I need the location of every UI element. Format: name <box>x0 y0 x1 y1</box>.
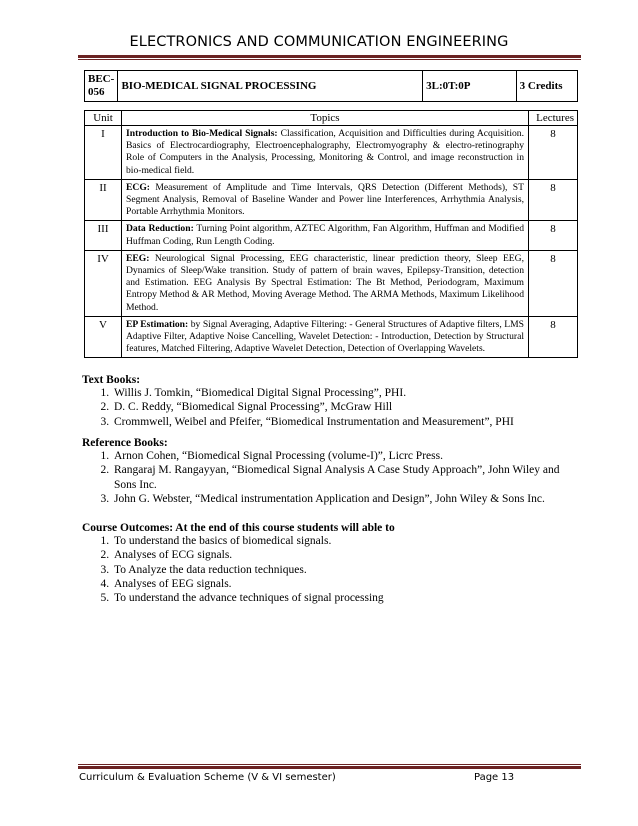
course-code-line2: 056 <box>88 86 105 98</box>
list-item: 1. Arnon Cohen, “Biomedical Signal Processing (volume-I)”, Licrc Press. <box>112 449 576 463</box>
unit-number: III <box>85 221 122 250</box>
reference-books-heading: Reference Books: <box>82 437 168 449</box>
list-item: 2. Rangaraj M. Rangayyan, “Biomedical Signal Analysis A Case Study Approach”, John Wiley and Sons Inc. <box>112 463 576 492</box>
list-item: 2. D. C. Reddy, “Biomedical Signal Processing”, McGraw Hill <box>112 400 576 414</box>
course-code <box>85 71 118 102</box>
topic-title: Data Reduction: <box>126 223 194 235</box>
lecture-count: 8 <box>529 250 578 316</box>
list-item: 3. John G. Webster, “Medical instrumentation Application and Design”, John Wiley & Sons Inc. <box>112 492 576 506</box>
footer-rule <box>78 766 581 769</box>
unit-number: IV <box>85 250 122 316</box>
topic-body: Measurement of Amplitude and Time Intervals, QRS Detection (Different Methods), ST Segment Analysis, Removal of Baseline Wander and Power line Interferences, Arrhythmia Analysis, Portable Arrhythmia Monitors. <box>126 181 524 218</box>
unit-number: V <box>85 316 122 358</box>
text-books-list <box>82 386 576 429</box>
list-item: 1. Willis J. Tomkin, “Biomedical Digital Signal Processing”, PHI. <box>112 386 576 400</box>
table-row <box>85 221 578 250</box>
topic-text <box>122 221 529 250</box>
table-row <box>85 316 578 358</box>
lectures-header: Lectures <box>529 111 578 126</box>
topic-body: Neurological Signal Processing, EEG characteristic, linear prediction theory, Sleep EEG, Dynamics of Sleep/Wake transition. Study of pattern of brain waves, Epilepsy-Transition, detection and Estimation. EEG Analysis By Spectral Estimation: The Bt Method, Periodogram, Maximum Entropy Method & AR Method, Moving Average Method. The ARMA Methods, Maximum Likelihood Method. <box>126 252 524 313</box>
table-row <box>85 126 578 180</box>
course-credits: 3 Credits <box>516 71 577 102</box>
course-outcomes-heading: Course Outcomes: At the end of this course students will able to <box>82 522 395 534</box>
text-books-heading: Text Books: <box>82 374 141 386</box>
topics-header: Topics <box>122 111 529 126</box>
reference-books-section <box>82 437 576 506</box>
course-outcomes-list <box>82 534 576 605</box>
list-item: 4. Analyses of EEG signals. <box>112 577 576 591</box>
course-info-table <box>84 70 578 102</box>
table-row <box>85 179 578 221</box>
topic-title: EP Estimation: <box>126 318 189 330</box>
course-name: BIO-MEDICAL SIGNAL PROCESSING <box>118 71 423 102</box>
header-rule-thin <box>78 59 581 60</box>
table-row <box>85 250 578 316</box>
topic-text <box>122 250 529 316</box>
list-item: 5. To understand the advance techniques of signal processing <box>112 591 576 605</box>
list-item: 2. Analyses of ECG signals. <box>112 548 576 562</box>
topic-text <box>122 316 529 358</box>
list-item: 3. To Analyze the data reduction techniques. <box>112 563 576 577</box>
topic-title: ECG: <box>126 181 150 193</box>
course-code-line1: BEC- <box>88 73 115 85</box>
reference-books-list <box>82 449 576 506</box>
topics-table <box>84 110 578 358</box>
course-ltp: 3L:0T:0P <box>423 71 517 102</box>
unit-number: II <box>85 179 122 221</box>
page-number: Page 13 <box>474 772 515 783</box>
footer-text: Curriculum & Evaluation Scheme (V & VI semester) <box>79 772 336 783</box>
unit-header: Unit <box>85 111 122 126</box>
list-item: 3. Crommwell, Weibel and Pfeifer, “Biomedical Instrumentation and Measurement”, PHI <box>112 415 576 429</box>
header-rule <box>78 55 581 58</box>
lecture-count: 8 <box>529 126 578 180</box>
topic-body: Turning Point algorithm, AZTEC Algorithm, Fan Algorithm, Huffman and Modified Huffman Coding, Run Length Coding. <box>126 223 524 247</box>
topic-body: by Signal Averaging, Adaptive Filtering: - General Structures of Adaptive filters, LMS Adaptive Filter, Adaptive Noise Cancelling, Wavelet Detection: - Introduction, Detection by Structural features, Matched Filtering, Adaptive Wavelet Detection, Detection of Overlapping Wavelets. <box>126 318 524 355</box>
list-item: 1. To understand the basics of biomedical signals. <box>112 534 576 548</box>
unit-number: I <box>85 126 122 180</box>
course-outcomes-section <box>82 522 576 605</box>
lecture-count: 8 <box>529 179 578 221</box>
topic-text <box>122 179 529 221</box>
topic-title: EEG: <box>126 252 150 264</box>
footer-rule-thin <box>78 764 581 765</box>
page-header-title: ELECTRONICS AND COMMUNICATION ENGINEERING <box>129 34 509 50</box>
text-books-section <box>82 374 576 429</box>
lecture-count: 8 <box>529 316 578 358</box>
topic-text <box>122 126 529 180</box>
topic-body: Classification, Acquisition and Difficulties during Acquisition. Basics of Electrocardiography, Electroencephalography, Electromyography & electro-retinography Role of Computers in the Analysis, Processing, Monitoring & Control, and image reconstruction in bio-medical field. <box>126 128 525 176</box>
topic-title: Introduction to Bio-Medical Signals: <box>126 128 278 139</box>
lecture-count: 8 <box>529 221 578 250</box>
